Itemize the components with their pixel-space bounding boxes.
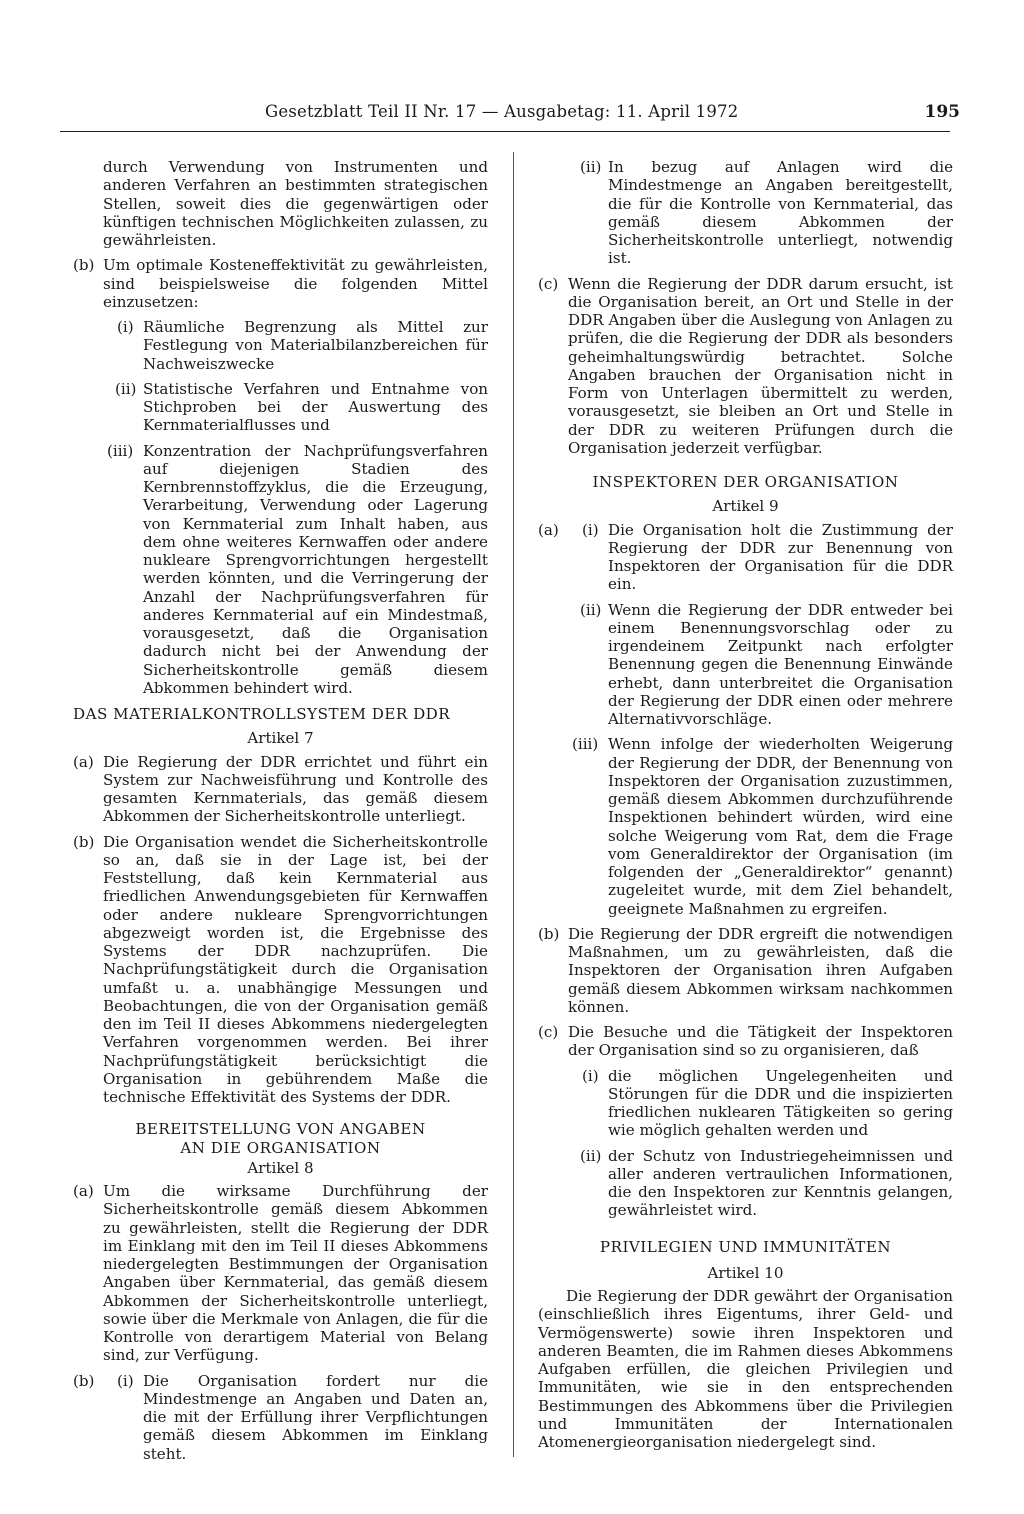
item-text: Die Organisation fordert nur die Mindestmenge an Angaben und Daten an, die mit der Erfüllung ihrer Verpflichtungen gemäß diesem Abkommen im Einklang steht. <box>143 1371 488 1463</box>
item-label: (i) <box>117 1371 134 1390</box>
header-rule <box>60 131 950 132</box>
column-divider <box>513 152 514 1457</box>
item-text: der Schutz von Industriegeheimnissen und aller anderen vertraulichen Informationen, die den Inspektoren zur Kenntnis gelangen, gewährleistet wird. <box>608 1146 953 1220</box>
list-item-i <box>73 318 488 373</box>
item-label: (ii) <box>580 158 602 176</box>
clause-text: Die Regierung der DDR ergreift die notwendigen Maßnahmen, um zu gewährleisten, daß die Inspektoren der Organisation ihren Aufgaben gemäß diesem Abkommen wirksam nachkommen können. <box>568 924 953 1016</box>
item-label: (ii) <box>580 600 602 619</box>
page-header <box>60 98 960 126</box>
clause-text: Wenn die Regierung der DDR darum ersucht, ist die Organisation bereit, an Ort und Stelle in der DDR Angaben über die Auslegung von Anlagen zu prüfen, die die Regierung der DDR als besonders geheimhaltungswürdig betrachtet. Solche Angaben brauchen der Organisation nicht in Form von Unterlagen übermittelt zu werden, vorausgesetzt, sie bleiben an Ort und Stelle in der DDR zu weiteren Prüfungen durch die Organisation jederzeit verfügbar. <box>568 274 953 457</box>
article-heading: Artikel 7 <box>247 729 314 748</box>
list-item-ii <box>538 1147 953 1220</box>
clause-text: Die Regierung der DDR errichtet und führt ein System zur Nachweisführung und Kontrolle des gesamten Kernmaterials, das gemäß diesem Abkommen der Sicherheitskontrolle unterliegt. <box>103 752 488 826</box>
item-label: (iii) <box>107 441 134 460</box>
list-item-ii <box>73 380 488 435</box>
list-item-ii <box>538 158 953 268</box>
left-column <box>73 158 488 1470</box>
header-title: Gesetzblatt Teil II Nr. 17 — Ausgabetag: 11. April 1972 <box>265 102 739 121</box>
clause-b <box>73 833 488 1107</box>
list-item-iii <box>538 735 953 918</box>
clause-b <box>73 256 488 311</box>
item-text: Statistische Verfahren und Entnahme von Stichproben bei der Auswertung des Kernmaterialflusses und <box>143 379 488 435</box>
item-text: In bezug auf Anlagen wird die Mindestmenge an Angaben bereitgestellt, die für die Kontrolle von Kernmaterial, das gemäß diesem Abkommen der Sicherheitskontrolle unterliegt, notwendig ist. <box>608 158 953 268</box>
list-item-i <box>538 1067 953 1140</box>
clause-label: (a) <box>73 1182 94 1200</box>
item-text: Wenn infolge der wiederholten Weigerung der Regierung der DDR, der Benennung von Inspektoren der Organisation zuzustimmen, gemäß diesem Abkommen durchzuführende Inspektionen behindert würden, wird eine solche Weigerung vom Rat, dem die Frage vom Generaldirektor der Organisation (im folgenden der „Generaldirektor“ genannt) zugeleitet wurde, mit dem Ziel behandelt, geeignete Maßnahmen zu ergreifen. <box>608 735 953 918</box>
clause-b <box>73 1372 488 1463</box>
clause-label: (a) <box>73 752 94 771</box>
list-item-ii <box>538 601 953 729</box>
section-heading: BEREITSTELLUNG VON ANGABEN <box>135 1120 426 1139</box>
section-heading: INSPEKTOREN DER ORGANISATION <box>592 473 899 491</box>
item-text: Die Organisation holt die Zustimmung der Regierung der DDR zur Benennung von Inspektoren der Organisation für die DDR ein. <box>608 520 953 594</box>
item-text: Konzentration der Nachprüfungsverfahren auf diejenigen Stadien des Kernbrennstoffzyklus, die die Erzeugung, Verarbeitung, Verwendung oder Lagerung von Kernmaterial zum Inhalt haben, aus dem ohne weiteres Kernwaffen oder andere nukleare Sprengvorrichtungen hergestellt werden könnten, und die Verringerung der Anzahl der Nachprüfungsverfahren für anderes Kernmaterial auf ein Mindestmaß, vorausgesetzt, daß die Organisation dadurch nicht bei der Anwendung der Sicherheitskontrolle gemäß diesem Abkommen behindert wird. <box>143 441 488 697</box>
item-label: (i) <box>582 520 599 539</box>
intro-paragraph: durch Verwendung von Instrumenten und anderen Verfahren an bestimmten strategischen Stellen, soweit dies die gegenwärtigen oder künftigen technischen Möglichkeiten zulassen, zu gewährleisten. <box>103 158 488 249</box>
item-label: (i) <box>582 1066 599 1085</box>
item-text: die möglichen Ungelegenheiten und Störungen für die DDR und die inspizierten friedlichen nuklearen Tätigkeiten so gering wie möglich gehalten werden und <box>608 1066 953 1140</box>
section-heading-line2: AN DIE ORGANISATION <box>180 1138 381 1157</box>
list-item-iii <box>73 442 488 698</box>
clause-a <box>73 1182 488 1365</box>
clause-text: Um die wirksame Durchführung der Sicherheitskontrolle gemäß diesem Abkommen zu gewährleisten, stellt die Regierung der DDR im Einklang mit den im Teil II dieses Abkommens niedergelegten Bestimmungen der Organisation Angaben über Kernmaterial, das gemäß diesem Abkommen der Sicherheitskontrolle unterliegt, sowie über die Merkmale von Anlagen, die für die Kontrolle von derartigem Material von Belang sind, zur Verfügung. <box>103 1182 488 1365</box>
clause-a <box>73 753 488 826</box>
clause-c <box>538 1023 953 1060</box>
item-label: (iii) <box>572 735 599 754</box>
clause-label: (b) <box>73 256 95 275</box>
clause-label: (a) <box>538 520 559 539</box>
article-heading: Artikel 10 <box>707 1263 784 1282</box>
right-column <box>538 158 953 1451</box>
section-heading: PRIVILEGIEN UND IMMUNITÄTEN <box>599 1237 892 1256</box>
clause-text: Die Besuche und die Tätigkeit der Inspektoren der Organisation sind so zu organisieren, daß <box>568 1023 953 1060</box>
clause-b <box>538 925 953 1016</box>
item-label: (ii) <box>580 1146 602 1165</box>
item-text: Räumliche Begrenzung als Mittel zur Festlegung von Materialbilanzbereichen für Nachweiszwecke <box>143 318 488 373</box>
section-heading: DAS MATERIALKONTROLLSYSTEM DER DDR <box>73 705 451 723</box>
item-text: Wenn die Regierung der DDR entweder bei einem Benennungsvorschlag oder zu irgendeinem Zeitpunkt nach erfolgter Benennung gegen die Benennung Einwände erhebt, dann unterbreitet die Organisation der Regierung der DDR einen oder mehrere Alternativvorschläge. <box>608 600 953 728</box>
clause-label: (c) <box>538 1023 559 1041</box>
clause-text: Die Organisation wendet die Sicherheitskontrolle so an, daß sie in der Lage ist, bei der Feststellung, daß kein Kernmaterial aus friedlichen Anwendungsgebieten für Kernwaffen oder andere nukleare Sprengvorrichtungen abgezweigt worden ist, die Ergebnisse des Systems der DDR nachzuprüfen. Die Nachprüfungstätigkeit durch die Organisation umfaßt u. a. unabhängige Messungen und Beobachtungen, die von der Organisation gemäß den im Teil II dieses Abkommens niedergelegten Verfahren vorgenommen werden. Bei ihrer Nachprüfungstätigkeit berücksichtigt die Organisation in gebührendem Maße die technische Effektivität des Systems der DDR. <box>103 832 488 1106</box>
clause-label: (b) <box>538 924 560 943</box>
clause-label: (c) <box>538 274 559 293</box>
article-heading: Artikel 9 <box>712 497 779 516</box>
clause-label: (b) <box>73 1371 95 1390</box>
item-label: (i) <box>117 318 134 336</box>
list-item-i <box>538 521 953 594</box>
clause-c <box>538 275 953 458</box>
article-paragraph: Die Regierung der DDR gewährt der Organisation (einschließlich ihres Eigentums, ihrer Geld- und Vermögenswerte) sowie ihren Inspektoren und anderen Beamten, die im Rahmen dieses Abkommens Aufgaben erfüllen, die gleichen Privilegien und Immunitäten, wie sie in den entsprechenden Bestimmungen des Abkommens über die Privilegien und Immunitäten der Internationalen Atomenergieorganisation niedergelegt sind. <box>538 1287 953 1451</box>
article-heading: Artikel 8 <box>247 1158 314 1177</box>
page-number: 195 <box>924 102 960 122</box>
item-label: (ii) <box>115 379 137 398</box>
clause-label: (b) <box>73 832 95 851</box>
clause-text: Um optimale Kosteneffektivität zu gewährleisten, sind beispielsweise die folgenden Mittel einzusetzen: <box>103 256 488 311</box>
